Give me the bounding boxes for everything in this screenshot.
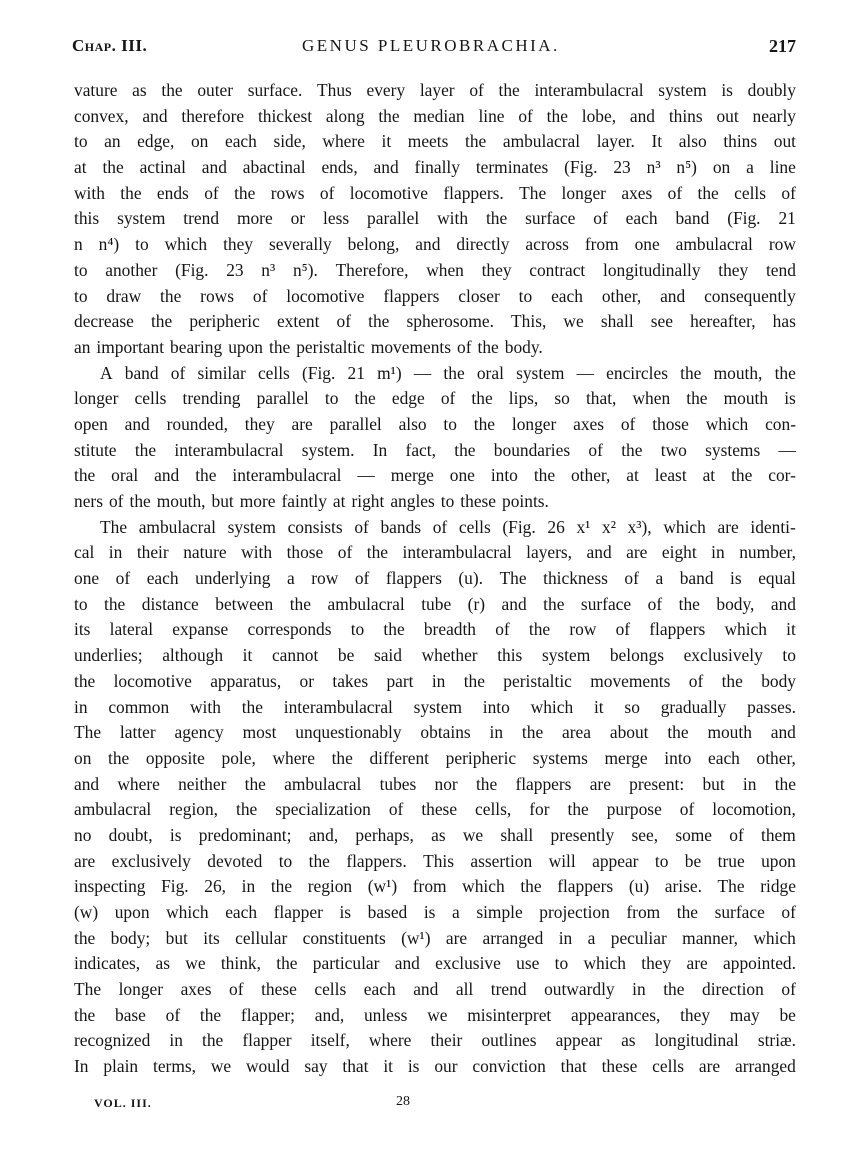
text-line: open and rounded, they are parallel also to the longer axes of those which con- [74, 413, 796, 434]
text-line: The longer axes of these cells each and all trend outwardly in the direction of [74, 979, 796, 1000]
text-line: its lateral expanse corresponds to the breadth of the row of flappers which it [74, 619, 796, 640]
text-line: an important bearing upon the peristaltic movements of the body. [74, 336, 543, 357]
text-line: to the distance between the ambulacral tube (r) and the surface of the body, and [74, 593, 796, 614]
volume-label: VOL. III. [94, 1096, 152, 1110]
running-title: GENUS PLEUROBRACHIA. [302, 36, 560, 55]
text-line: vature as the outer surface. Thus every layer of the interambulacral system is doubly [74, 80, 796, 100]
text-line: to another (Fig. 23 n³ n⁵). Therefore, when they contract longitudinally they tend [74, 259, 796, 280]
text-line: on the opposite pole, where the different peripheric systems merge into each other, [74, 747, 796, 768]
text-line: one of each underlying a row of flappers (u). The thickness of a band is equal [74, 568, 796, 589]
chapter-label: Chap. III. [72, 36, 148, 55]
text-line: stitute the interambulacral system. In fact, the boundaries of the two systems — [74, 439, 796, 460]
text-line: inspecting Fig. 26, in the region (w¹) from which the flappers (u) arise. The ridge [74, 876, 796, 897]
running-header [72, 36, 796, 62]
text-line: The latter agency most unquestionably obtains in the area about the mouth and [74, 722, 796, 743]
text-line: to draw the rows of locomotive flappers closer to each other, and consequently [74, 285, 796, 306]
text-line: n n⁴) to which they severally belong, and directly across from one ambulacral row [74, 234, 796, 255]
signature-mark: 28 [396, 1094, 410, 1109]
text-line: ners of the mouth, but more faintly at right angles to these points. [74, 491, 549, 511]
text-line: underlies; although it cannot be said whether this system belongs exclusively to [74, 645, 796, 666]
text-line: In plain terms, we would say that it is our conviction that these cells are arranged [74, 1056, 796, 1077]
text-line: convex, and therefore thickest along the median line of the lobe, and thins out nearly [74, 105, 796, 126]
text-line: recognized in the flapper itself, where their outlines appear as longitudinal striæ. [74, 1030, 796, 1051]
text-line: (w) upon which each flapper is based is a simple projection from the surface of [74, 902, 796, 922]
text-line: cal in their nature with those of the interambulacral layers, and are eight in number, [74, 542, 796, 563]
text-line: at the actinal and abactinal ends, and finally terminates (Fig. 23 n³ n⁵) on a line [74, 157, 796, 178]
text-line: indicates, as we think, the particular and exclusive use to which they are appointed. [74, 953, 796, 974]
text-line: the locomotive apparatus, or takes part in the peristaltic movements of the body [74, 670, 796, 691]
text-line: ambulacral region, the specialization of these cells, for the purpose of locomotion, [74, 799, 796, 820]
page-footer [94, 1096, 494, 1116]
text-line: no doubt, is predominant; and, perhaps, as we shall presently see, some of them [74, 824, 796, 845]
text-line: and where neither the ambulacral tubes nor the flappers are present: but in the [74, 773, 796, 794]
text-line: the oral and the interambulacral — merge one into the other, at least at the cor- [74, 465, 796, 486]
text-line: the base of the flapper; and, unless we misinterpret appearances, they may be [74, 1004, 796, 1025]
text-line: in common with the interambulacral system into which it so gradually passes. [74, 696, 796, 717]
text-line: the body; but its cellular constituents (w¹) are arranged in a peculiar manner, which [74, 927, 796, 948]
text-line: this system trend more or less parallel with the surface of each band (Fig. 21 [74, 208, 796, 229]
text-line: decrease the peripheric extent of the spherosome. This, we shall see hereafter, has [74, 311, 796, 332]
text-line: A band of similar cells (Fig. 21 m¹) — the oral system — encircles the mouth, the [100, 362, 796, 383]
text-line: The ambulacral system consists of bands of cells (Fig. 26 x¹ x² x³), which are identi- [100, 516, 796, 537]
text-line: are exclusively devoted to the flappers. This assertion will appear to be true upon [74, 850, 796, 871]
text-line: with the ends of the rows of locomotive flappers. The longer axes of the cells of [74, 182, 796, 203]
text-line: longer cells trending parallel to the edge of the lips, so that, when the mouth is [74, 388, 796, 409]
page-number: 217 [769, 36, 796, 56]
body-text [74, 78, 796, 1080]
text-line: to an edge, on each side, where it meets the ambulacral layer. It also thins out [74, 131, 796, 152]
